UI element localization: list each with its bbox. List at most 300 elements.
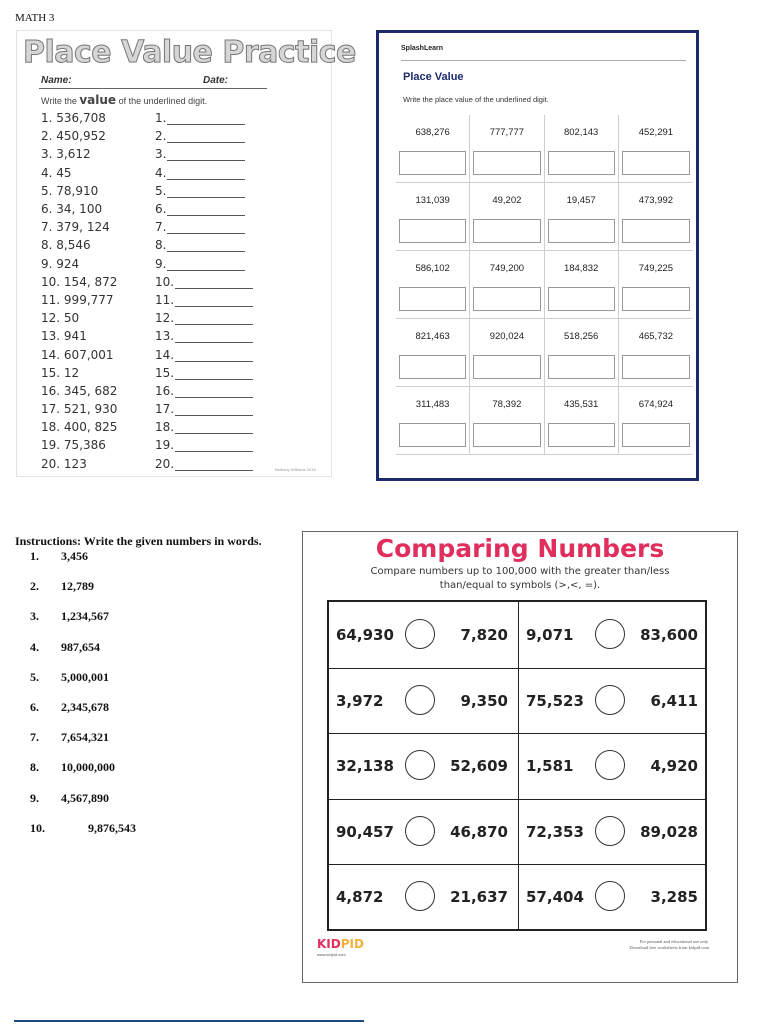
item-index: 8. bbox=[41, 238, 53, 253]
answer-blank[interactable] bbox=[155, 257, 245, 271]
practice-number bbox=[41, 329, 155, 343]
place-value-practice-worksheet bbox=[16, 30, 356, 477]
grid-cell bbox=[619, 183, 693, 250]
practice-number bbox=[41, 384, 155, 398]
item-value: 45 bbox=[56, 165, 72, 180]
practice-number bbox=[41, 366, 155, 380]
symbol-circle[interactable] bbox=[595, 816, 625, 846]
answer-index: 3. bbox=[155, 147, 167, 162]
number-value: 452,291 bbox=[638, 127, 674, 138]
grid-cell bbox=[396, 319, 470, 386]
item-index: 3. bbox=[41, 147, 53, 162]
answer-blank[interactable] bbox=[155, 438, 253, 452]
item-index: 5. bbox=[30, 669, 39, 684]
comparison-left bbox=[329, 733, 517, 799]
number-value: 749,225 bbox=[638, 263, 674, 274]
item-index: 9. bbox=[30, 790, 39, 805]
answer-index: 6. bbox=[155, 202, 167, 217]
symbol-circle[interactable] bbox=[405, 816, 435, 846]
answer-line[interactable] bbox=[167, 187, 245, 198]
item-value: 345, 682 bbox=[63, 383, 118, 398]
answer-box[interactable] bbox=[548, 287, 615, 311]
practice-number bbox=[41, 420, 155, 434]
place-value-grid bbox=[396, 115, 693, 455]
grid-cell bbox=[619, 251, 693, 318]
item-value: 521, 930 bbox=[63, 402, 118, 417]
second-number: 46,870 bbox=[450, 822, 508, 841]
comparison-left bbox=[329, 864, 517, 930]
item-value: 400, 825 bbox=[63, 420, 118, 435]
answer-index: 10. bbox=[155, 274, 175, 289]
number-value: 78,392 bbox=[492, 399, 522, 410]
number-value: 586,102 bbox=[415, 263, 450, 274]
answer-box[interactable] bbox=[473, 219, 540, 243]
answer-line[interactable] bbox=[175, 332, 253, 343]
first-number: 72,353 bbox=[526, 822, 584, 841]
list-item bbox=[15, 791, 300, 821]
answer-index: 16. bbox=[155, 383, 175, 398]
answer-index: 14. bbox=[155, 347, 175, 362]
grid-cell bbox=[545, 387, 619, 454]
item-value: 12 bbox=[63, 365, 80, 380]
comparison-row bbox=[329, 733, 705, 800]
answer-line[interactable] bbox=[167, 114, 245, 125]
item-value: 1,234,567 bbox=[61, 609, 109, 624]
answer-blank[interactable] bbox=[155, 366, 253, 380]
words-exercise bbox=[15, 534, 300, 851]
answer-line[interactable] bbox=[175, 405, 253, 416]
list-item bbox=[15, 549, 300, 579]
list-item bbox=[15, 821, 300, 851]
practice-item bbox=[41, 345, 271, 363]
item-value: 4,567,890 bbox=[61, 790, 109, 805]
answer-blank[interactable] bbox=[155, 293, 253, 307]
item-index: 2. bbox=[41, 129, 53, 144]
answer-blank[interactable] bbox=[155, 166, 245, 180]
practice-item bbox=[41, 182, 271, 200]
grid-cell bbox=[545, 251, 619, 318]
item-value: 8,546 bbox=[56, 238, 91, 253]
answer-blank[interactable] bbox=[155, 457, 253, 471]
comparison-right bbox=[518, 799, 707, 865]
kidpid-logo: KIDPID bbox=[317, 937, 364, 951]
answer-box[interactable] bbox=[622, 355, 690, 379]
kidpid-url: www.kidpid.com bbox=[317, 952, 346, 957]
grid-cell bbox=[619, 319, 693, 386]
answer-box[interactable] bbox=[622, 219, 690, 243]
number-value: 802,143 bbox=[563, 127, 599, 138]
worksheet-title: Place Value bbox=[403, 71, 464, 83]
second-number: 9,350 bbox=[460, 691, 508, 710]
item-value: 10,000,000 bbox=[61, 760, 115, 775]
practice-item bbox=[41, 382, 271, 400]
answer-box[interactable] bbox=[399, 287, 466, 311]
comparison-row bbox=[329, 602, 705, 669]
answer-box[interactable] bbox=[622, 423, 690, 447]
item-value: 3,456 bbox=[61, 549, 88, 563]
item-value: 3,612 bbox=[56, 147, 91, 162]
number-value: 674,924 bbox=[638, 399, 674, 410]
item-index: 11. bbox=[41, 292, 61, 307]
comparison-right bbox=[518, 733, 707, 799]
grid-row bbox=[396, 387, 693, 455]
item-index: 1. bbox=[41, 111, 53, 126]
number-value: 311,483 bbox=[415, 399, 450, 410]
item-index: 16. bbox=[41, 383, 61, 398]
item-value: 607,001 bbox=[63, 347, 114, 362]
item-index: 13. bbox=[41, 329, 61, 344]
second-number: 83,600 bbox=[640, 626, 698, 644]
answer-index: 7. bbox=[155, 220, 167, 235]
answer-box[interactable] bbox=[622, 151, 690, 175]
practice-item bbox=[41, 455, 271, 473]
symbol-circle[interactable] bbox=[405, 619, 435, 649]
number-value: 749,200 bbox=[489, 263, 525, 274]
answer-line[interactable] bbox=[167, 241, 245, 252]
answer-blank[interactable] bbox=[155, 348, 253, 362]
first-number: 9,071 bbox=[526, 626, 574, 644]
answer-blank[interactable] bbox=[155, 238, 245, 252]
second-number: 3,285 bbox=[650, 888, 698, 906]
practice-item bbox=[41, 145, 271, 163]
second-number: 21,637 bbox=[450, 888, 508, 906]
answer-index: 11. bbox=[155, 292, 175, 307]
grid-cell bbox=[470, 319, 544, 386]
grid-cell bbox=[470, 115, 544, 182]
answer-blank[interactable] bbox=[155, 202, 245, 216]
second-number: 7,820 bbox=[460, 626, 508, 644]
item-index: 1. bbox=[30, 549, 39, 563]
answer-index: 4. bbox=[155, 165, 167, 180]
item-index: 8. bbox=[30, 760, 39, 775]
answer-blank[interactable] bbox=[155, 129, 245, 143]
answer-index: 1. bbox=[155, 111, 167, 126]
list-item bbox=[15, 700, 300, 730]
next-page-border bbox=[14, 1020, 364, 1026]
symbol-circle[interactable] bbox=[595, 619, 625, 649]
first-number: 32,138 bbox=[336, 757, 394, 775]
item-value: 450,952 bbox=[56, 129, 106, 144]
comparison-right bbox=[518, 668, 707, 734]
comparison-left bbox=[329, 799, 517, 865]
item-value: 78,910 bbox=[56, 183, 99, 198]
practice-number bbox=[41, 275, 155, 289]
answer-line[interactable] bbox=[175, 441, 253, 452]
item-index: 4. bbox=[30, 639, 39, 654]
grid-cell bbox=[470, 183, 544, 250]
practice-item bbox=[41, 255, 271, 273]
worksheet-subtitle: Compare numbers up to 100,000 with the greater than/less than/equal to symbols (>,<, =). bbox=[370, 566, 670, 591]
list-item bbox=[15, 670, 300, 700]
answer-line[interactable] bbox=[167, 260, 245, 271]
exercise-instructions: Instructions: Write the given numbers in words. bbox=[15, 534, 262, 548]
comparing-numbers-worksheet bbox=[302, 531, 738, 983]
second-number: 52,609 bbox=[450, 757, 508, 775]
splashlearn-worksheet bbox=[376, 30, 699, 481]
second-number: 4,920 bbox=[650, 757, 698, 775]
practice-number bbox=[41, 257, 155, 271]
practice-number bbox=[41, 238, 155, 252]
grid-cell bbox=[396, 251, 470, 318]
answer-index: 15. bbox=[155, 365, 175, 380]
answer-index: 17. bbox=[155, 402, 175, 417]
practice-item bbox=[41, 327, 271, 345]
item-index: 19. bbox=[41, 438, 61, 453]
practice-number bbox=[41, 166, 155, 180]
worksheet-title: Comparing Numbers bbox=[375, 534, 665, 563]
symbol-circle[interactable] bbox=[595, 685, 625, 715]
item-index: 6. bbox=[30, 699, 39, 714]
practice-item bbox=[41, 436, 271, 454]
answer-box[interactable] bbox=[548, 219, 615, 243]
practice-number bbox=[41, 438, 155, 452]
grid-row bbox=[396, 115, 693, 183]
practice-item bbox=[41, 418, 271, 436]
item-value: 987,654 bbox=[61, 639, 100, 654]
usage-note: For personal and educational use only. Download free worksheets from kidpid.com bbox=[629, 939, 709, 950]
practice-number bbox=[41, 220, 155, 234]
answer-line[interactable] bbox=[175, 351, 253, 362]
practice-item bbox=[41, 309, 271, 327]
answer-line[interactable] bbox=[175, 460, 253, 471]
grid-cell bbox=[545, 183, 619, 250]
symbol-circle[interactable] bbox=[405, 685, 435, 715]
practice-number bbox=[41, 129, 155, 143]
grid-cell bbox=[619, 387, 693, 454]
practice-number bbox=[41, 293, 155, 307]
comparison-right bbox=[518, 864, 707, 930]
list-item bbox=[15, 760, 300, 790]
answer-index: 2. bbox=[155, 129, 167, 144]
item-index: 17. bbox=[41, 402, 61, 417]
item-value: 34, 100 bbox=[56, 202, 103, 217]
name-label: Name: bbox=[41, 75, 72, 86]
list-item bbox=[15, 609, 300, 639]
number-value: 920,024 bbox=[489, 331, 525, 342]
answer-index: 19. bbox=[155, 438, 175, 453]
answer-blank[interactable] bbox=[155, 111, 245, 125]
item-value: 999,777 bbox=[63, 292, 114, 307]
answer-line[interactable] bbox=[175, 369, 253, 380]
answer-index: 18. bbox=[155, 420, 175, 435]
practice-item bbox=[41, 273, 271, 291]
number-value: 435,531 bbox=[563, 399, 599, 410]
number-value: 465,732 bbox=[638, 331, 674, 342]
practice-item bbox=[41, 218, 271, 236]
answer-blank[interactable] bbox=[155, 420, 253, 434]
item-index: 7. bbox=[30, 730, 39, 745]
answer-box[interactable] bbox=[473, 151, 540, 175]
symbol-circle[interactable] bbox=[595, 750, 625, 780]
item-index: 18. bbox=[41, 420, 61, 435]
answer-box[interactable] bbox=[473, 355, 540, 379]
item-value: 123 bbox=[63, 456, 87, 471]
answer-blank[interactable] bbox=[155, 220, 245, 234]
answer-line[interactable] bbox=[167, 205, 245, 216]
answer-index: 8. bbox=[155, 238, 167, 253]
answer-index: 12. bbox=[155, 311, 175, 326]
worksheet-title: Place Value Practice bbox=[23, 35, 356, 70]
first-number: 57,404 bbox=[526, 888, 584, 906]
number-value: 638,276 bbox=[415, 127, 450, 138]
answer-box[interactable] bbox=[399, 355, 466, 379]
answer-line[interactable] bbox=[167, 169, 245, 180]
list-item bbox=[15, 579, 300, 609]
item-index: 10. bbox=[41, 274, 61, 289]
answer-line[interactable] bbox=[167, 150, 245, 161]
answer-line[interactable] bbox=[175, 387, 253, 398]
number-value: 518,256 bbox=[563, 331, 599, 342]
first-number: 4,872 bbox=[336, 888, 384, 906]
document-label: MATH 3 bbox=[15, 12, 55, 24]
date-label: Date: bbox=[203, 75, 229, 86]
answer-box[interactable] bbox=[473, 287, 540, 311]
item-index: 4. bbox=[41, 165, 53, 180]
practice-number bbox=[41, 202, 155, 216]
answer-blank[interactable] bbox=[155, 184, 245, 198]
symbol-circle[interactable] bbox=[405, 881, 435, 911]
number-value: 777,777 bbox=[489, 127, 525, 138]
grid-cell bbox=[396, 387, 470, 454]
number-value: 49,202 bbox=[492, 195, 522, 206]
second-number: 89,028 bbox=[640, 822, 698, 841]
item-index: 15. bbox=[41, 365, 61, 380]
item-index: 2. bbox=[30, 579, 39, 594]
answer-line[interactable] bbox=[175, 314, 253, 325]
answer-blank[interactable] bbox=[155, 147, 245, 161]
practice-number bbox=[41, 111, 155, 125]
grid-row bbox=[396, 319, 693, 387]
item-index: 20. bbox=[41, 456, 61, 471]
grid-cell bbox=[545, 115, 619, 182]
list-item bbox=[15, 730, 300, 760]
grid-row bbox=[396, 183, 693, 251]
grid-row bbox=[396, 251, 693, 319]
answer-line[interactable] bbox=[175, 278, 253, 289]
item-index: 12. bbox=[41, 311, 61, 326]
answer-blank[interactable] bbox=[155, 329, 253, 343]
worksheet-instruction: Write the value of the underlined digit. bbox=[41, 93, 208, 107]
grid-cell bbox=[619, 115, 693, 182]
practice-number bbox=[41, 147, 155, 161]
list-item bbox=[15, 640, 300, 670]
item-value: 75,386 bbox=[63, 438, 106, 453]
answer-box[interactable] bbox=[399, 151, 466, 175]
comparison-left bbox=[329, 668, 517, 734]
item-index: 10. bbox=[30, 820, 45, 835]
item-value: 2,345,678 bbox=[61, 699, 109, 714]
item-value: 50 bbox=[63, 311, 80, 326]
number-value: 473,992 bbox=[638, 195, 674, 206]
worksheet-instruction: Write the place value of the underlined digit. bbox=[403, 95, 549, 104]
answer-index: 5. bbox=[155, 183, 167, 198]
answer-index: 20. bbox=[155, 456, 175, 471]
item-index: 14. bbox=[41, 347, 61, 362]
practice-number bbox=[41, 348, 155, 362]
practice-number bbox=[41, 457, 155, 471]
practice-number bbox=[41, 184, 155, 198]
item-index: 6. bbox=[41, 202, 53, 217]
answer-blank[interactable] bbox=[155, 402, 253, 416]
item-value: 5,000,001 bbox=[61, 669, 109, 684]
answer-box[interactable] bbox=[548, 355, 615, 379]
answer-index: 9. bbox=[155, 256, 167, 271]
symbol-circle[interactable] bbox=[595, 881, 625, 911]
second-number: 6,411 bbox=[650, 691, 698, 710]
item-value: 12,789 bbox=[61, 579, 94, 594]
first-number: 75,523 bbox=[526, 691, 584, 710]
first-number: 3,972 bbox=[336, 691, 384, 710]
answer-blank[interactable] bbox=[155, 275, 253, 289]
item-value: 941 bbox=[63, 329, 87, 344]
practice-list bbox=[41, 109, 271, 473]
answer-box[interactable] bbox=[622, 287, 690, 311]
answer-line[interactable] bbox=[175, 423, 253, 434]
item-value: 7,654,321 bbox=[61, 730, 109, 745]
answer-line[interactable] bbox=[175, 296, 253, 307]
practice-item bbox=[41, 200, 271, 218]
item-index: 9. bbox=[41, 256, 53, 271]
item-index: 3. bbox=[30, 609, 39, 624]
number-value: 821,463 bbox=[415, 331, 450, 342]
comparison-row bbox=[329, 668, 705, 735]
grid-cell bbox=[470, 387, 544, 454]
answer-line[interactable] bbox=[167, 223, 245, 234]
item-value: 9,876,543 bbox=[88, 820, 136, 835]
number-value: 131,039 bbox=[415, 195, 450, 206]
answer-box[interactable] bbox=[399, 423, 466, 447]
answer-index: 13. bbox=[155, 329, 175, 344]
practice-number bbox=[41, 311, 155, 325]
practice-item bbox=[41, 109, 271, 127]
answer-box[interactable] bbox=[399, 219, 466, 243]
grid-cell bbox=[545, 319, 619, 386]
item-value: 154, 872 bbox=[63, 274, 118, 289]
item-index: 5. bbox=[41, 183, 53, 198]
first-number: 1,581 bbox=[526, 757, 574, 775]
numbers-list bbox=[15, 549, 300, 851]
answer-box[interactable] bbox=[548, 151, 615, 175]
comparison-left bbox=[329, 602, 517, 668]
symbol-circle[interactable] bbox=[405, 750, 435, 780]
grid-cell bbox=[396, 183, 470, 250]
first-number: 64,930 bbox=[336, 626, 394, 644]
comparison-row bbox=[329, 864, 705, 930]
corner-logo-fragment bbox=[698, 1016, 738, 1024]
comparison-row bbox=[329, 799, 705, 866]
answer-box[interactable] bbox=[473, 423, 540, 447]
practice-item bbox=[41, 400, 271, 418]
worksheet-credit: Bethany Williams 2015 bbox=[275, 467, 316, 472]
splashlearn-logo: SplashLearn bbox=[401, 45, 444, 52]
first-number: 90,457 bbox=[336, 822, 394, 841]
grid-cell bbox=[396, 115, 470, 182]
practice-item bbox=[41, 236, 271, 254]
practice-item bbox=[41, 127, 271, 145]
comparison-right bbox=[518, 602, 707, 668]
item-value: 379, 124 bbox=[56, 220, 110, 235]
answer-blank[interactable] bbox=[155, 311, 253, 325]
grid-cell bbox=[470, 251, 544, 318]
item-value: 924 bbox=[56, 256, 80, 271]
number-value: 19,457 bbox=[566, 195, 596, 206]
item-value: 536,708 bbox=[56, 111, 106, 126]
answer-box[interactable] bbox=[548, 423, 615, 447]
header-divider bbox=[401, 60, 686, 61]
practice-item bbox=[41, 164, 271, 182]
answer-blank[interactable] bbox=[155, 384, 253, 398]
answer-line[interactable] bbox=[167, 132, 245, 143]
